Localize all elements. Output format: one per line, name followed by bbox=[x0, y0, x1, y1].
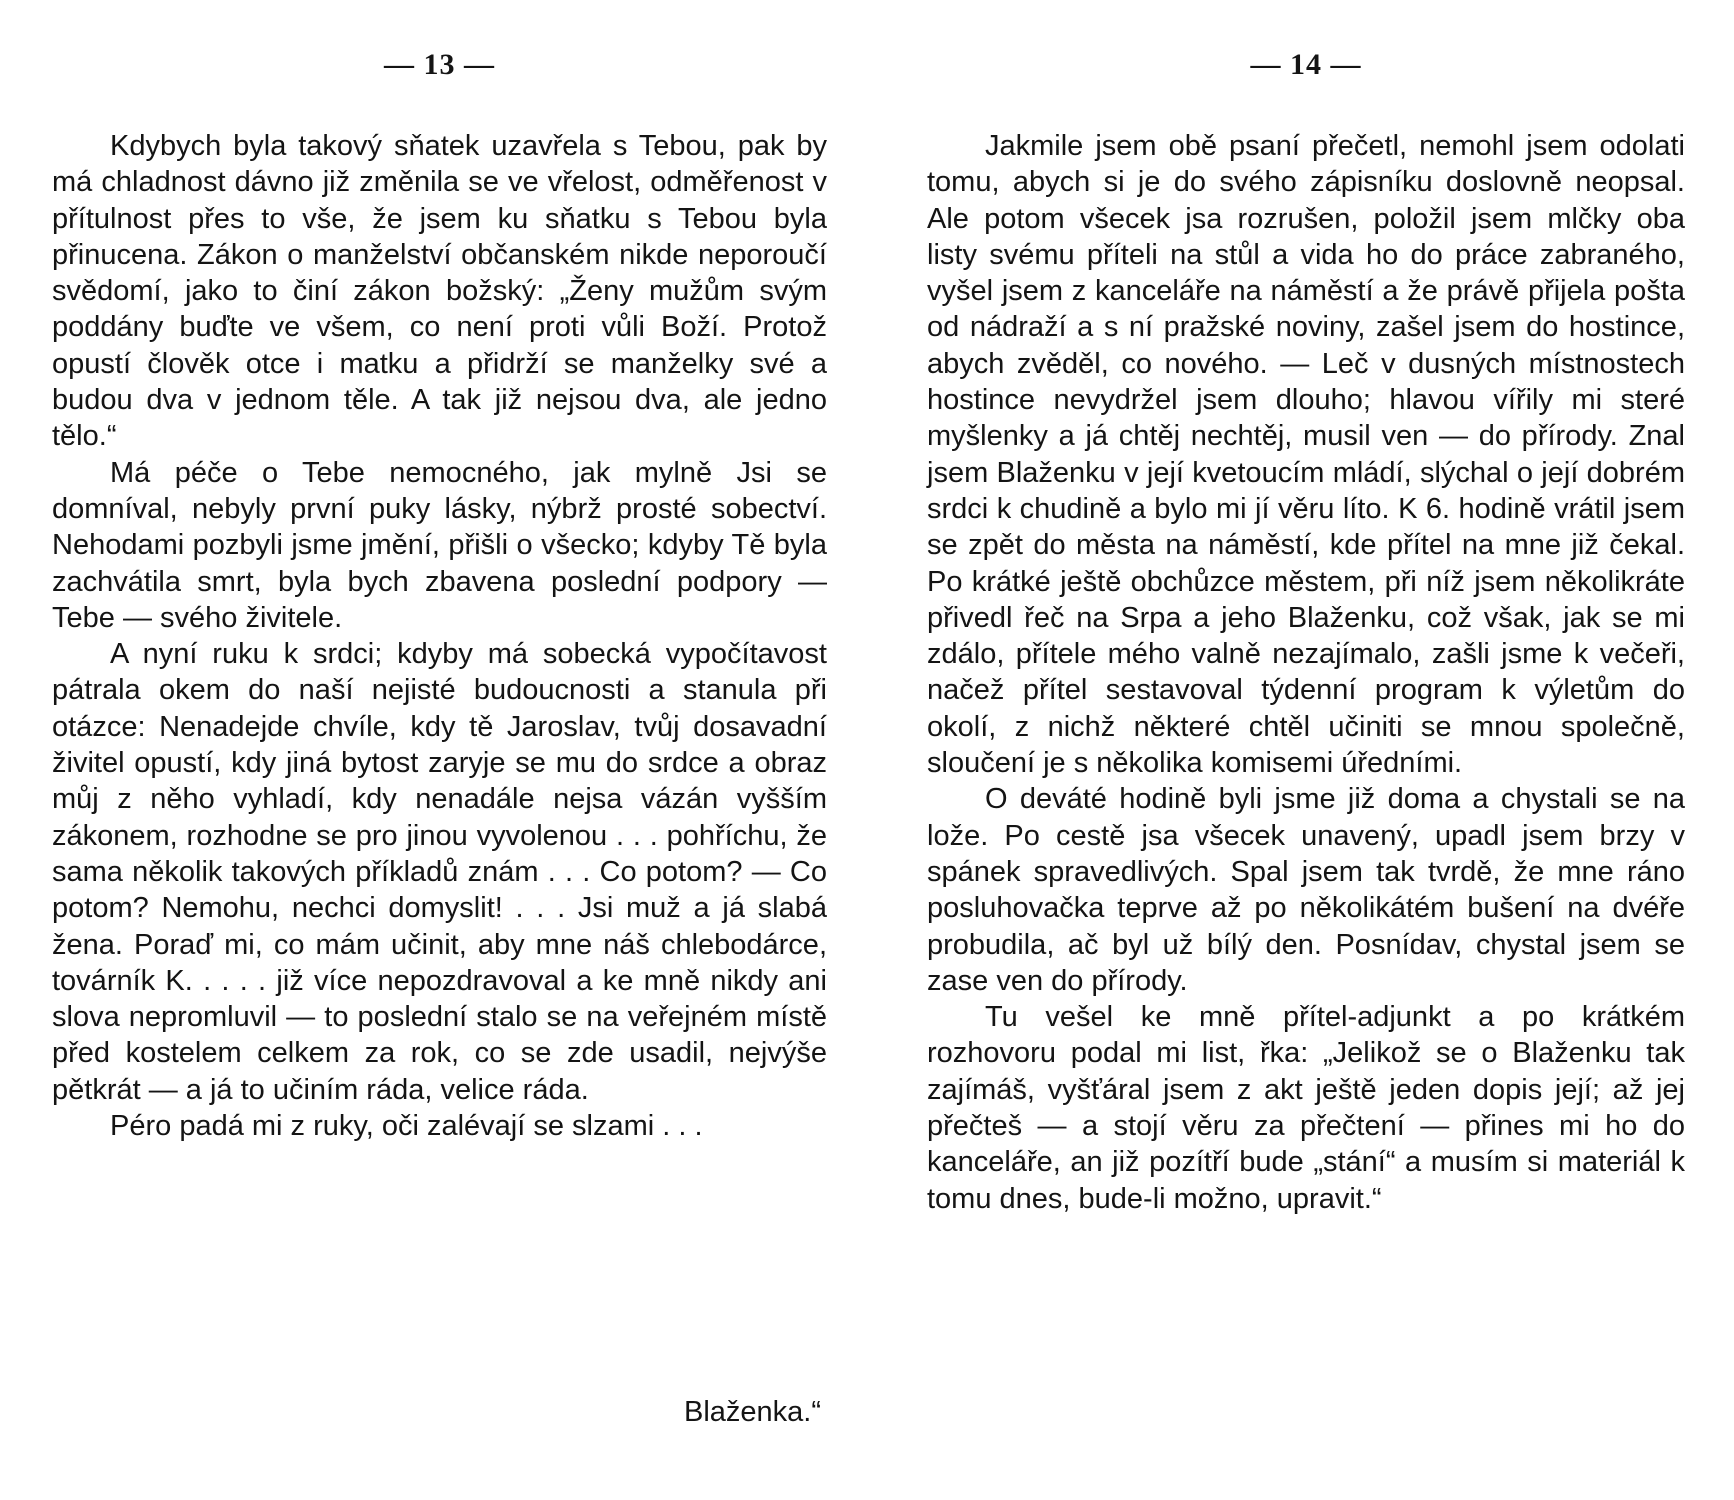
right-page-text bbox=[927, 128, 1685, 1217]
paragraph: O deváté hodině byli jsme již doma a chystali se na lože. Po cestě jsa všecek unavený, upadl jsem brzy v spánek spravedlivých. Spal jsem tak tvrdě, že mne ráno posluhovačka teprve až po několikátém bušení na dvéře probudila, ač byl už bílý den. Posnídav, chystal jsem se zase ven do přírody. bbox=[927, 783, 1685, 997]
page-number-right: — 14 — bbox=[1250, 48, 1362, 81]
paragraph: Má péče o Tebe nemocného, jak mylně Jsi se domníval, nebyly první puky lásky, nýbrž prosté sobectví. Nehodami pozbyli jsme jmění, přišli o všecko; kdyby Tě byla zachvátila smrt, byla bych zbavena poslední podpory — Tebe — svého živitele. bbox=[52, 456, 827, 634]
paragraph: Péro padá mi z ruky, oči zalévají se slzami . . . bbox=[110, 1110, 703, 1143]
right-page bbox=[927, 0, 1685, 1500]
page-number-left: — 13 — bbox=[384, 48, 495, 81]
left-page bbox=[52, 0, 827, 1500]
paragraph: Jakmile jsem obě psaní přečetl, nemohl jsem odolati tomu, abych si je do svého zápisníku doslovně neopsal. Ale potom všecek jsa rozrušen, položil jsem mlčky oba listy svému příteli na stůl a vida ho do práce zabraného, vyšel jsem z kanceláře na náměstí a že právě přijela pošta od nádraží a s ní pražské noviny, zašel jsem do hostince, abych zvěděl, co nového. — Leč v dusných místnostech hostince nevydržel jsem dlouho; hlavou vířily mi steré myšlenky a já chtěj nechtěj, musil ven — do přírody. Znal jsem Blaženku v její kvetoucím mládí, slýchal o její dobrém srdci k chudině a bylo mi jí věru líto. K 6. hodině vrátil jsem se zpět do města na náměstí, kde přítel na mne již čekal. Po krátké ještě obchůzce městem, při níž jsem několikráte přivedl řeč na Srpa a jeho Blaženku, což však, jak se mi zdálo, přítele mého valně nezajímalo, zašli jsme k večeři, načež přítel sestavoval týdenní program k výletům do okolí, z nichž některé chtěl učiniti se mnou společně, sloučení je s několika komisemi úředními. bbox=[927, 130, 1685, 780]
paragraph: A nyní ruku k srdci; kdyby má sobecká vypočítavost pátrala okem do naší nejisté budoucnosti a stanula při otázce: Nenadejde chvíle, kdy tě Jaroslav, tvůj dosavadní živitel opustí, kdy jiná bytost zaryje se mu do srdce a obraz můj z něho vyhladí, kdy nenadále nejsa vázán vyšším zákonem, rozhodne se pro jinou vyvolenou . . . pohříchu, že sama několik takových příkladů znám . . . Co potom? — Co potom? Nemohu, nechci domyslit! . . . Jsi muž a já slabá žena. Poraď mi, co mám učinit, aby mne náš chlebodárce, továrník K. . . . . již více nepozdravoval a ke mně nikdy ani slova nepromluvil — to poslední stalo se na veřejném místě před kostelem celkem za rok, co se zde usadil, nejvýše pětkrát — a já to učiním ráda, velice ráda. bbox=[52, 638, 827, 1106]
paragraph: Tu vešel ke mně přítel-adjunkt a po krátkém rozhovoru podal mi list, řka: „Jelikož se o Blaženku tak zajímáš, vyšťáral jsem z akt ještě jeden dopis její; až jej přečteš — a stojí věru za přečtení — přines mi ho do kanceláře, an již pozítří bude „stání“ a musím si materiál k tomu dnes, bude-li možno, upravit.“ bbox=[927, 1001, 1685, 1215]
paragraph: Kdybych byla takový sňatek uzavřela s Tebou, pak by má chladnost dávno již změnila se ve vřelost, odměřenost v přítulnost přes to vše, že jsem ku sňatku s Tebou byla přinucena. Zákon o manželství občanském nikde neporoučí svědomí, jako to činí zákon božský: „Ženy mužům svým poddány buďte ve všem, co není proti vůli Boží. Protož opustí člověk otce i matku a přidrží se manželky své a budou dva v jednom těle. A tak již nejsou dva, ale jedno tělo.“ bbox=[52, 130, 827, 453]
left-page-text bbox=[52, 128, 827, 1144]
letter-signature: Blaženka.“ bbox=[683, 1396, 821, 1428]
